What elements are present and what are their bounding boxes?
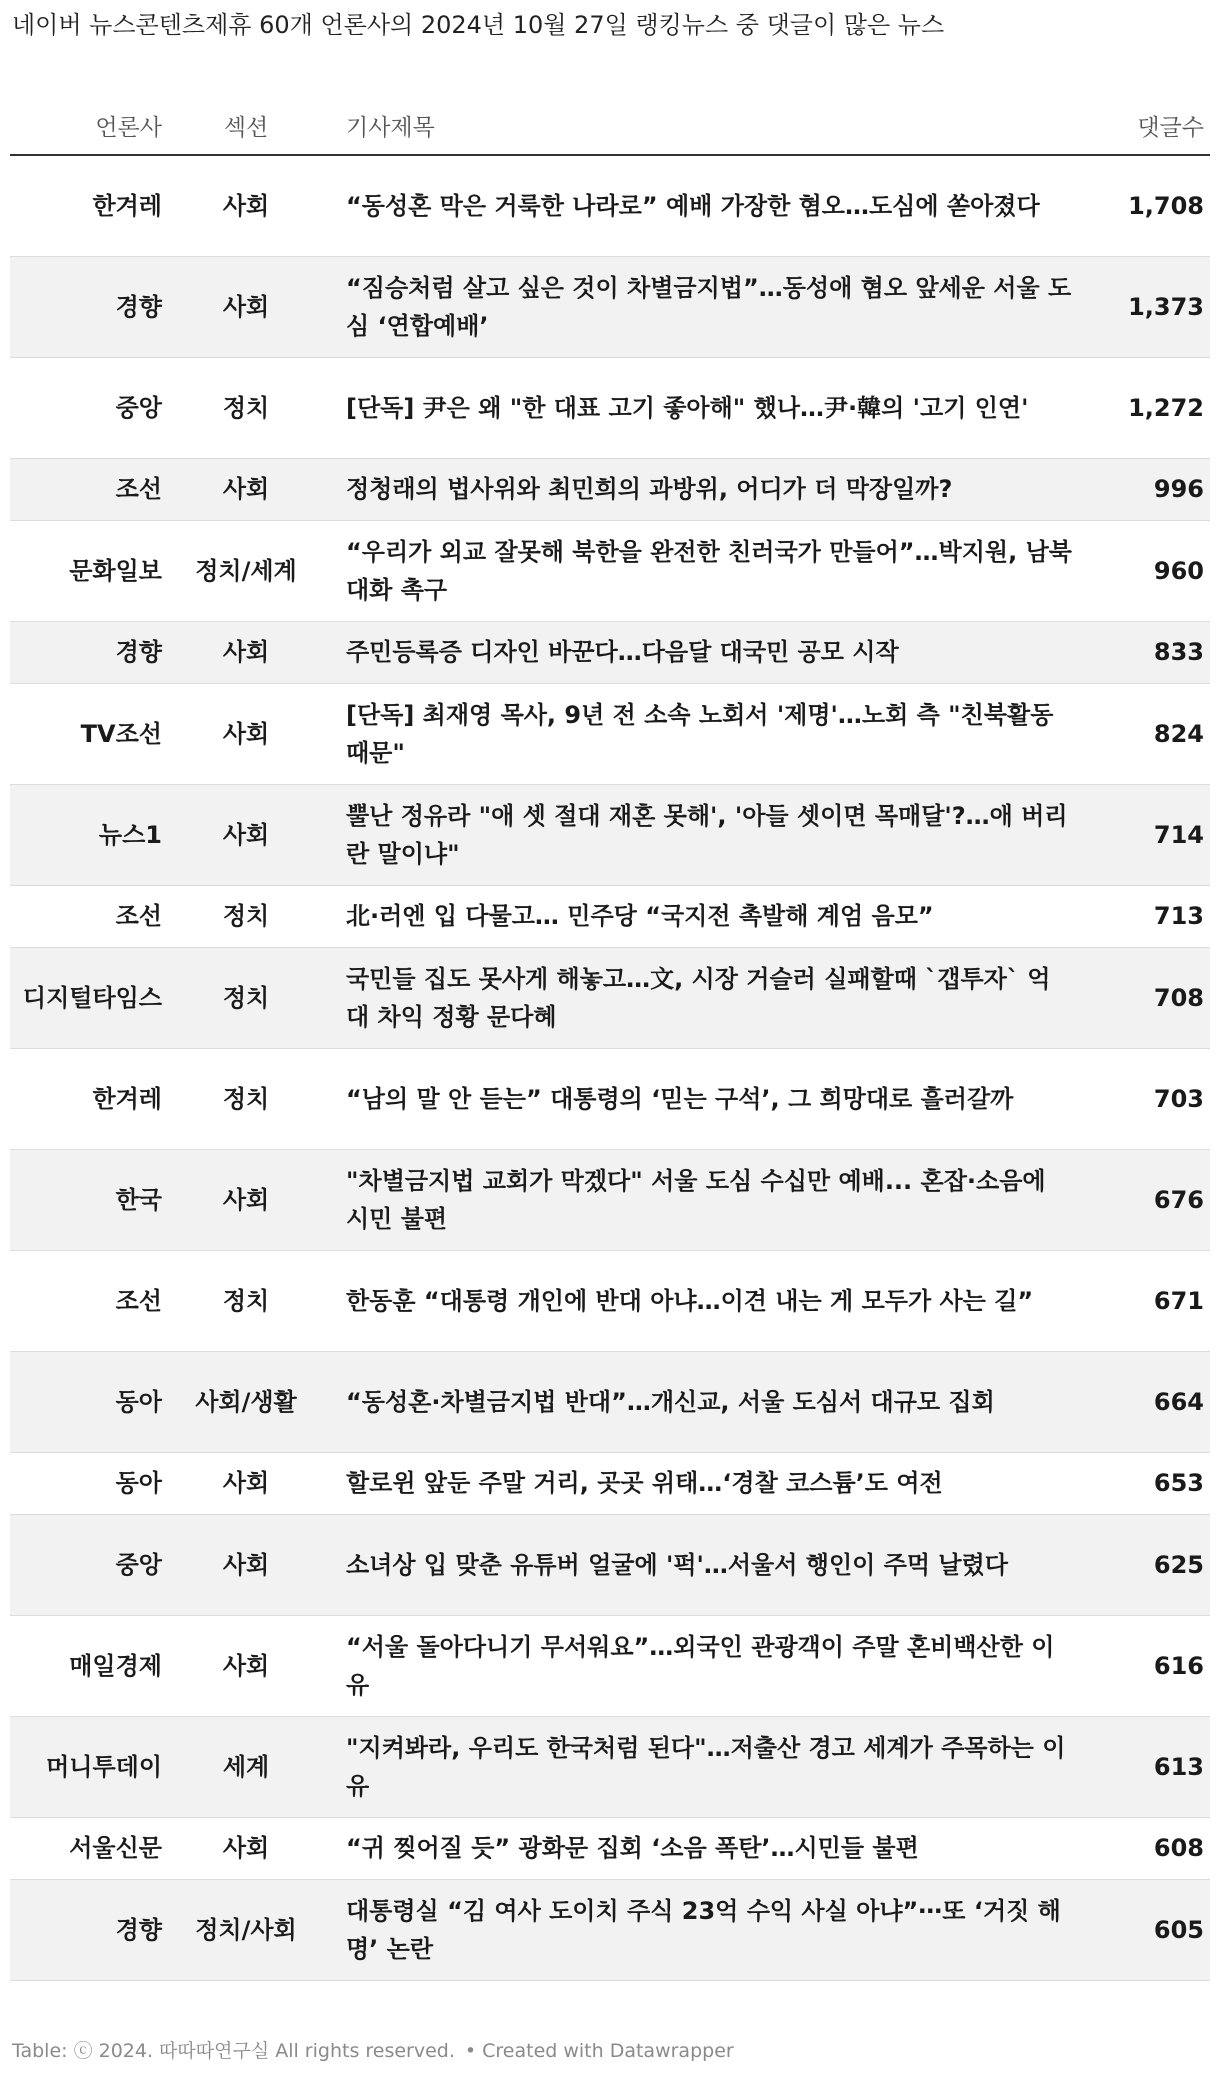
headline-cell: 국민들 집도 못사게 해놓고…文, 시장 거슬러 실패할때 `갭투자` 억대 차익 정황 문다혜 xyxy=(318,947,1098,1048)
comment-count-cell: 713 xyxy=(1098,885,1210,947)
table-row xyxy=(10,1817,1210,1879)
table-row xyxy=(10,357,1210,458)
table-row xyxy=(10,1879,1210,1980)
comment-count-cell: 708 xyxy=(1098,947,1210,1048)
publisher-cell: 매일경제 xyxy=(10,1615,174,1716)
table-row xyxy=(10,947,1210,1048)
table-row xyxy=(10,155,1210,256)
table-row xyxy=(10,1048,1210,1149)
section-cell: 사회 xyxy=(174,458,318,520)
comment-count-cell: 1,373 xyxy=(1098,256,1210,357)
headline-cell: 뿔난 정유라 "애 셋 절대 재혼 못해', '아들 셋이면 목매달'?…애 버리란 말이냐" xyxy=(318,784,1098,885)
comment-count-cell: 625 xyxy=(1098,1514,1210,1615)
section-cell: 정치 xyxy=(174,1250,318,1351)
headline-cell: 北·러엔 입 다물고… 민주당 “국지전 촉발해 계엄 음모” xyxy=(318,885,1098,947)
publisher-cell: 문화일보 xyxy=(10,520,174,621)
publisher-cell: 한국 xyxy=(10,1149,174,1250)
section-cell: 세계 xyxy=(174,1716,318,1817)
publisher-cell: 한겨레 xyxy=(10,155,174,256)
table-row xyxy=(10,1514,1210,1615)
publisher-cell: 디지털타임스 xyxy=(10,947,174,1048)
table-row xyxy=(10,885,1210,947)
comment-count-cell: 653 xyxy=(1098,1452,1210,1514)
headline-cell: 대통령실 “김 여사 도이치 주식 23억 수익 사실 아냐”⋯또 ‘거짓 해명’ 논란 xyxy=(318,1879,1098,1980)
comment-count-cell: 664 xyxy=(1098,1351,1210,1452)
header-row xyxy=(10,96,1210,155)
table-row xyxy=(10,1149,1210,1250)
headline-cell: “동성혼·차별금지법 반대”…개신교, 서울 도심서 대규모 집회 xyxy=(318,1351,1098,1452)
comment-ranking-table-container xyxy=(10,96,1210,1981)
publisher-cell: 경향 xyxy=(10,1879,174,1980)
section-cell: 사회/생활 xyxy=(174,1351,318,1452)
publisher-cell: 동아 xyxy=(10,1351,174,1452)
publisher-cell: TV조선 xyxy=(10,683,174,784)
table-footer xyxy=(12,2036,734,2063)
table-title: 네이버 뉴스콘텐츠제휴 60개 언론사의 2024년 10월 27일 랭킹뉴스 중 댓글이 많은 뉴스 xyxy=(12,11,945,39)
comment-count-cell: 996 xyxy=(1098,458,1210,520)
publisher-cell: 동아 xyxy=(10,1452,174,1514)
footer-separator: • xyxy=(464,2040,477,2062)
headline-cell: “짐승처럼 살고 싶은 것이 차별금지법”…동성애 혐오 앞세운 서울 도심 ‘연합예배’ xyxy=(318,256,1098,357)
publisher-cell: 중앙 xyxy=(10,357,174,458)
headline-cell: “서울 돌아다니기 무서워요”…외국인 관광객이 주말 혼비백산한 이유 xyxy=(318,1615,1098,1716)
section-cell: 사회 xyxy=(174,1514,318,1615)
headline-cell: [단독] 尹은 왜 "한 대표 고기 좋아해" 했나…尹·韓의 '고기 인연' xyxy=(318,357,1098,458)
headline-cell: 소녀상 입 맞춘 유튜버 얼굴에 '퍽'…서울서 행인이 주먹 날렸다 xyxy=(318,1514,1098,1615)
table-row xyxy=(10,1452,1210,1514)
section-cell: 정치/세계 xyxy=(174,520,318,621)
section-cell: 사회 xyxy=(174,155,318,256)
table-header xyxy=(10,96,1210,155)
comment-count-cell: 671 xyxy=(1098,1250,1210,1351)
headline-cell: "지켜봐라, 우리도 한국처럼 된다"…저출산 경고 세계가 주목하는 이유 xyxy=(318,1716,1098,1817)
section-cell: 사회 xyxy=(174,1452,318,1514)
publisher-cell: 한겨레 xyxy=(10,1048,174,1149)
comment-count-cell: 703 xyxy=(1098,1048,1210,1149)
section-cell: 사회 xyxy=(174,621,318,683)
publisher-cell: 경향 xyxy=(10,621,174,683)
comment-count-cell: 676 xyxy=(1098,1149,1210,1250)
comment-count-cell: 824 xyxy=(1098,683,1210,784)
headline-cell: “남의 말 안 듣는” 대통령의 ‘믿는 구석’, 그 희망대로 흘러갈까 xyxy=(318,1048,1098,1149)
section-cell: 정치 xyxy=(174,1048,318,1149)
comment-count-cell: 1,708 xyxy=(1098,155,1210,256)
footer-source: Table: ⓒ 2024. 따따따연구실 All rights reserved. xyxy=(12,2040,455,2062)
publisher-cell: 머니투데이 xyxy=(10,1716,174,1817)
table-row xyxy=(10,256,1210,357)
section-cell: 사회 xyxy=(174,1817,318,1879)
header-section[interactable]: 섹션 xyxy=(174,96,318,155)
section-cell: 정치 xyxy=(174,885,318,947)
section-cell: 사회 xyxy=(174,683,318,784)
section-cell: 사회 xyxy=(174,1615,318,1716)
table-row xyxy=(10,621,1210,683)
comment-count-cell: 616 xyxy=(1098,1615,1210,1716)
comment-count-cell: 833 xyxy=(1098,621,1210,683)
table-row xyxy=(10,458,1210,520)
table-row xyxy=(10,1351,1210,1452)
publisher-cell: 뉴스1 xyxy=(10,784,174,885)
table-row xyxy=(10,1250,1210,1351)
publisher-cell: 중앙 xyxy=(10,1514,174,1615)
table-body xyxy=(10,155,1210,1980)
footer-credit: Created with Datawrapper xyxy=(482,2040,734,2062)
section-cell: 사회 xyxy=(174,256,318,357)
publisher-cell: 조선 xyxy=(10,458,174,520)
headline-cell: “우리가 외교 잘못해 북한을 완전한 친러국가 만들어”…박지원, 남북대화 촉구 xyxy=(318,520,1098,621)
headline-cell: 정청래의 법사위와 최민희의 과방위, 어디가 더 막장일까? xyxy=(318,458,1098,520)
header-headline[interactable]: 기사제목 xyxy=(318,96,1098,155)
headline-cell: "차별금지법 교회가 막겠다" 서울 도심 수십만 예배... 혼잡·소음에 시민 불편 xyxy=(318,1149,1098,1250)
comment-count-cell: 605 xyxy=(1098,1879,1210,1980)
section-cell: 사회 xyxy=(174,784,318,885)
section-cell: 사회 xyxy=(174,1149,318,1250)
section-cell: 정치 xyxy=(174,947,318,1048)
publisher-cell: 조선 xyxy=(10,1250,174,1351)
headline-cell: 주민등록증 디자인 바꾼다…다음달 대국민 공모 시작 xyxy=(318,621,1098,683)
comment-count-cell: 1,272 xyxy=(1098,357,1210,458)
publisher-cell: 경향 xyxy=(10,256,174,357)
table-row xyxy=(10,1615,1210,1716)
section-cell: 정치/사회 xyxy=(174,1879,318,1980)
comment-count-cell: 613 xyxy=(1098,1716,1210,1817)
headline-cell: 한동훈 “대통령 개인에 반대 아냐…이견 내는 게 모두가 사는 길” xyxy=(318,1250,1098,1351)
publisher-cell: 조선 xyxy=(10,885,174,947)
headline-cell: [단독] 최재영 목사, 9년 전 소속 노회서 '제명'…노회 측 "친북활동 때문" xyxy=(318,683,1098,784)
header-comments[interactable]: 댓글수 xyxy=(1098,96,1210,155)
header-publisher[interactable]: 언론사 xyxy=(10,96,174,155)
table-row xyxy=(10,784,1210,885)
publisher-cell: 서울신문 xyxy=(10,1817,174,1879)
headline-cell: “동성혼 막은 거룩한 나라로” 예배 가장한 혐오…도심에 쏟아졌다 xyxy=(318,155,1098,256)
comment-count-cell: 608 xyxy=(1098,1817,1210,1879)
comment-ranking-table xyxy=(10,96,1210,1981)
headline-cell: “귀 찢어질 듯” 광화문 집회 ‘소음 폭탄’…시민들 불편 xyxy=(318,1817,1098,1879)
comment-count-cell: 960 xyxy=(1098,520,1210,621)
table-row xyxy=(10,520,1210,621)
table-row xyxy=(10,683,1210,784)
headline-cell: 할로윈 앞둔 주말 거리, 곳곳 위태…‘경찰 코스튬’도 여전 xyxy=(318,1452,1098,1514)
table-row xyxy=(10,1716,1210,1817)
section-cell: 정치 xyxy=(174,357,318,458)
comment-count-cell: 714 xyxy=(1098,784,1210,885)
